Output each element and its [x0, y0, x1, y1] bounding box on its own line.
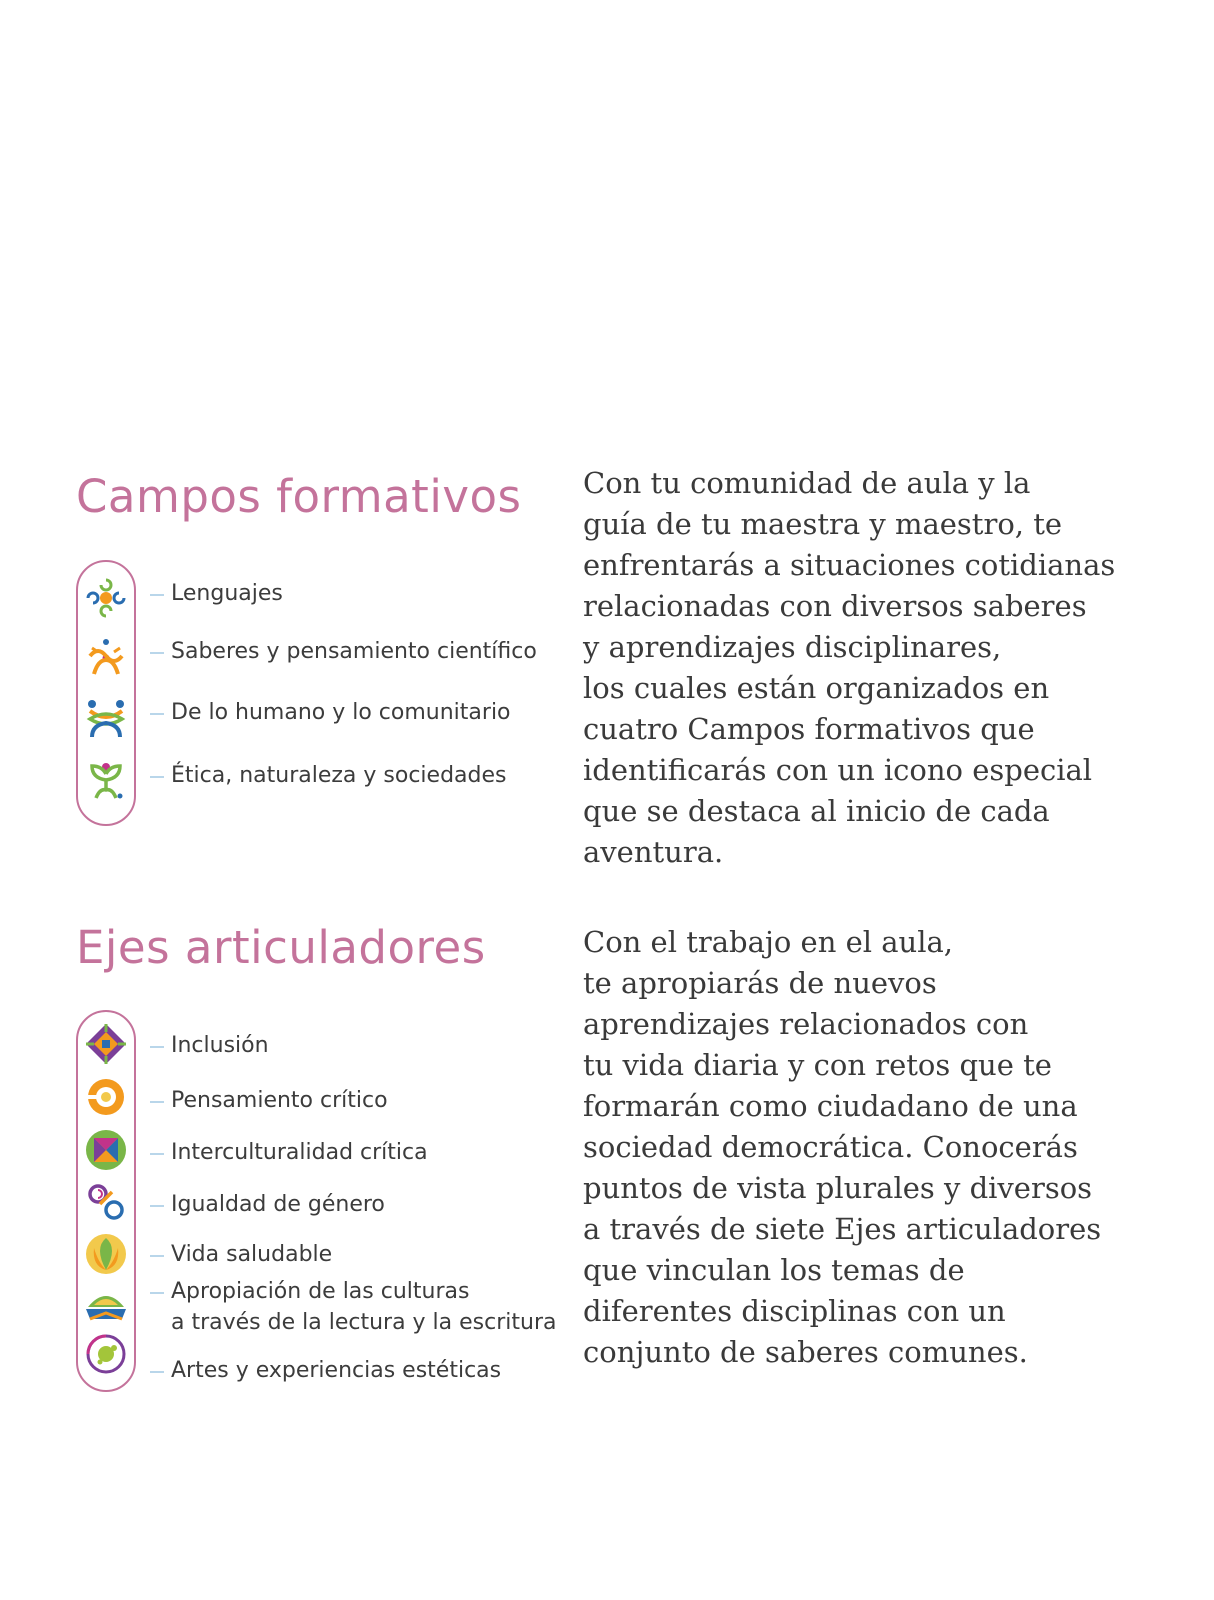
- eje-vida-saludable: [150, 1239, 332, 1270]
- campo-label: Ética, naturaleza y sociedades: [171, 763, 507, 788]
- eje-label: Inclusión: [171, 1033, 269, 1058]
- campo-label: Saberes y pensamiento científico: [171, 639, 537, 664]
- list-dash: [150, 652, 164, 654]
- ejes-paragraph: Con el trabajo en el aula, te apropiarás de nuevos aprendizajes relacionados con tu vida diaria y con retos que te formarán como ciudadano de una sociedad democrática. Conocerás puntos de vista plurales y diversos a través de siete Ejes articuladores que vinculan los temas de diferentes disciplinas con un conjunto de saberes comunes.: [583, 925, 1102, 1369]
- etica-naturaleza-icon: [84, 758, 128, 802]
- eje-label: Apropiación de las culturas a través de la lectura y la escritura: [171, 1279, 557, 1335]
- lectura-escritura-icon: [84, 1283, 128, 1327]
- humano-comunitario-icon: [84, 697, 128, 741]
- interculturalidad-icon: [84, 1128, 128, 1172]
- campos-paragraph: Con tu comunidad de aula y la guía de tu maestra y maestro, te enfrentarás a situaciones cotidianas relacionadas con diversos saberes y aprendizajes disciplinares, los cuales están organizados en cuatro Campos formativos que identificarás con un icono especial que se destaca al inicio de cada aventura.: [583, 466, 1116, 869]
- campo-lenguajes: [150, 578, 283, 609]
- inclusion-icon: [84, 1022, 128, 1066]
- eje-label: Igualdad de género: [171, 1192, 385, 1217]
- eje-label: Vida saludable: [171, 1242, 333, 1267]
- list-dash: [150, 776, 164, 778]
- list-dash: [150, 1046, 164, 1048]
- campos-title: Campos formativos: [76, 470, 522, 523]
- campo-label: Lenguajes: [171, 581, 283, 606]
- list-dash: [150, 1371, 164, 1373]
- list-dash: [150, 1153, 164, 1155]
- eje-label: Pensamiento crítico: [171, 1088, 388, 1113]
- igualdad-genero-icon: [84, 1180, 128, 1224]
- list-dash: [150, 713, 164, 715]
- eje-pensamiento-critico: [150, 1085, 388, 1116]
- artes-icon: [84, 1332, 128, 1376]
- list-dash: [150, 1205, 164, 1207]
- campo-humano-comunitario: [150, 697, 511, 728]
- eje-interculturalidad: [150, 1137, 428, 1168]
- ejes-title: Ejes articuladores: [76, 921, 486, 974]
- campo-label: De lo humano y lo comunitario: [171, 700, 511, 725]
- vida-saludable-icon: [84, 1232, 128, 1276]
- list-dash: [150, 1101, 164, 1103]
- list-dash: [150, 1292, 164, 1294]
- eje-inclusion: [150, 1030, 269, 1061]
- list-dash: [150, 1255, 164, 1257]
- lenguajes-icon: [84, 576, 128, 620]
- eje-label: Interculturalidad crítica: [171, 1140, 428, 1165]
- eje-label: Artes y experiencias estéticas: [171, 1358, 502, 1383]
- list-dash: [150, 594, 164, 596]
- eje-igualdad-genero: [150, 1189, 385, 1220]
- eje-artes: [150, 1355, 501, 1386]
- pensamiento-critico-icon: [84, 1075, 128, 1119]
- campo-saberes: [150, 636, 537, 667]
- eje-lectura-escritura: [150, 1276, 557, 1338]
- saberes-icon: [84, 636, 128, 680]
- campo-etica-naturaleza: [150, 760, 506, 791]
